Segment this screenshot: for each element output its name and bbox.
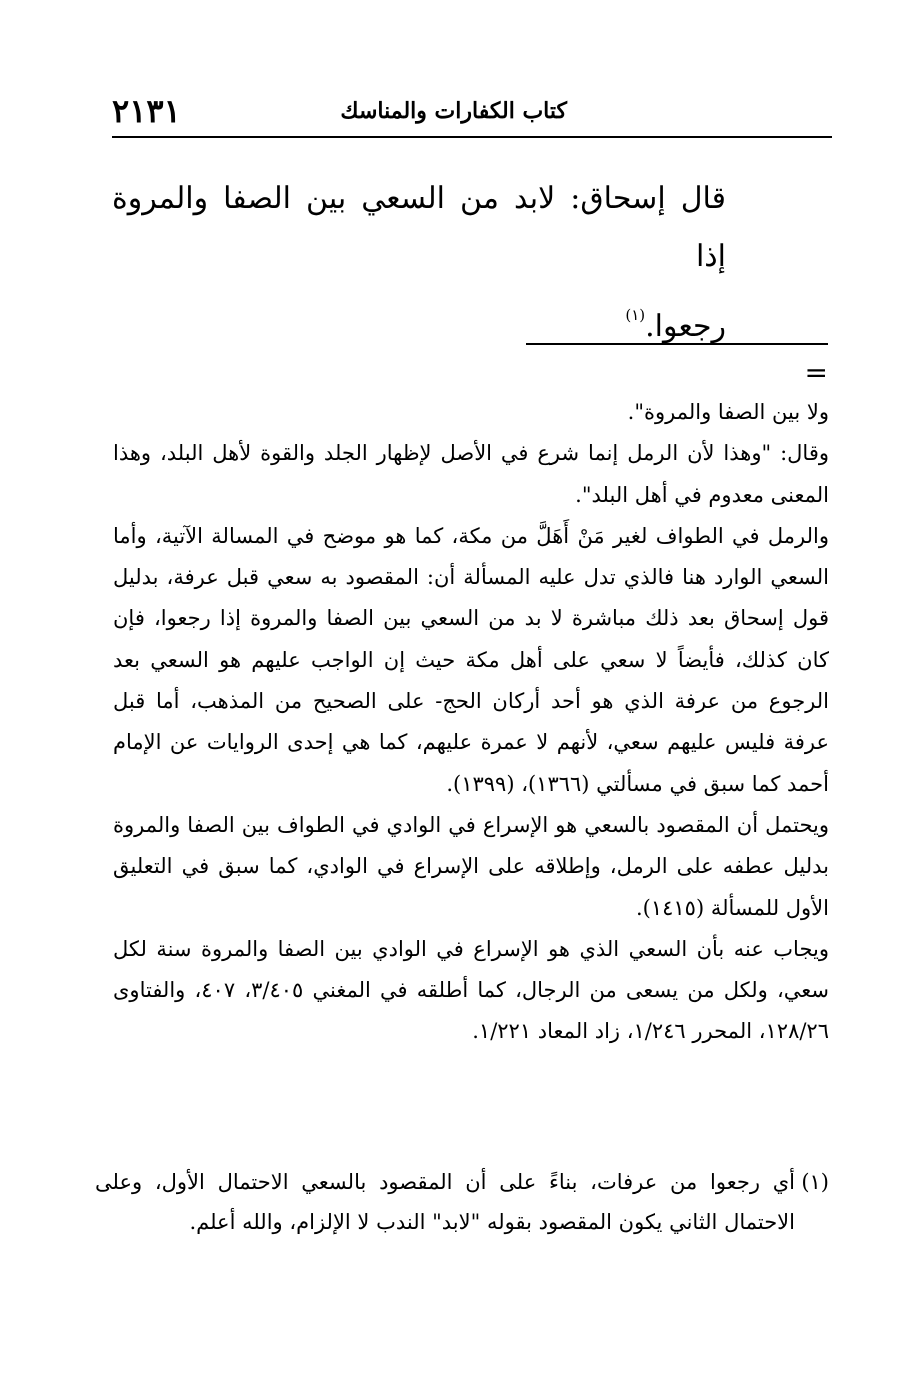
footnote-reference: (١) [625, 306, 646, 324]
note-line: والرمل في الطواف لغير مَنْ أَهَلَّ من مكة، كما هو موضح في المسالة الآتية، وأما [113, 523, 829, 548]
running-header [112, 92, 832, 132]
book-title: كتاب الكفارات والمناسك [340, 98, 567, 124]
header-rule [112, 136, 832, 138]
footnote-line: الاحتمال الثاني يكون المقصود بقوله "لابد" الندب لا الإلزام، والله أعلم. [189, 1210, 795, 1234]
note-line: الأول للمسألة (١٤١٥). [635, 895, 829, 920]
footnote [95, 1162, 829, 1242]
note-line: ويجاب عنه بأن السعي الذي هو الإسراع في الوادي بين الصفا والمروة سنة لكل [113, 936, 829, 961]
main-text-end: رجعوا. [645, 309, 726, 344]
notes-body [113, 392, 829, 1053]
note-line: الرجوع من عرفة الذي هو أحد أركان الحج- على الصحيح من المذهب، أما قبل [113, 689, 829, 714]
continuation-mark: = [804, 356, 828, 389]
page-number: ٢١٣١ [112, 92, 181, 130]
footnote-marker: (١) [801, 1170, 829, 1194]
note-line: بدليل عطفه على الرمل، وإطلاقه على الإسراع في الوادي، كما سبق في التعليق [113, 854, 829, 879]
main-text-line: قال إسحاق: لابد من السعي بين الصفا والمروة إذا [112, 181, 726, 274]
note-line: عرفة فليس عليهم سعي، لأنهم لا عمرة عليهم، كما هي إحدى الروايات عن الإمام [113, 730, 829, 755]
main-text-line [112, 286, 726, 356]
note-paragraph [113, 392, 829, 433]
main-text [112, 170, 726, 356]
note-line: ويحتمل أن المقصود بالسعي هو الإسراع في الوادي في الطواف بين الصفا والمروة [113, 812, 829, 837]
note-line: قول إسحاق بعد ذلك مباشرة لا بد من السعي بين الصفا والمروة إذا رجعوا، فإن [113, 606, 829, 631]
note-paragraph [113, 433, 829, 474]
note-paragraph [113, 475, 829, 516]
footnote-line [95, 1162, 829, 1202]
notes-separator-rule [526, 343, 828, 345]
note-line: السعي الوارد هنا فالذي تدل عليه المسألة أن: المقصود به سعي قبل عرفة، بدليل [113, 565, 829, 590]
note-line: كان كذلك، فأيضاً لا سعي على أهل مكة حيث إن الواجب عليهم هو السعي بعد [113, 647, 829, 672]
note-line: ١٢٨/٢٦، المحرر ١/٢٤٦، زاد المعاد ١/٢٢١. [472, 1019, 829, 1044]
note-line: وقال: "وهذا لأن الرمل إنما شرع في الأصل لإظهار الجلد والقوة لأهل البلد، وهذا [113, 441, 829, 466]
note-line: سعي، ولكل من يسعى من الرجال، كما أطلقه في المغني ٣/٤٠٥، ٤٠٧، والفتاوى [113, 978, 830, 1003]
footnote-text: أي رجعوا من عرفات، بناءً على أن المقصود بالسعي الاحتمال الأول، وعلى [95, 1170, 795, 1194]
note-line: ولا بين الصفا والمروة". [627, 400, 829, 424]
note-line: المعنى معدوم في أهل البلد". [575, 482, 829, 507]
note-line: أحمد كما سبق في مسألتي (١٣٦٦)، (١٣٩٩). [446, 771, 829, 796]
